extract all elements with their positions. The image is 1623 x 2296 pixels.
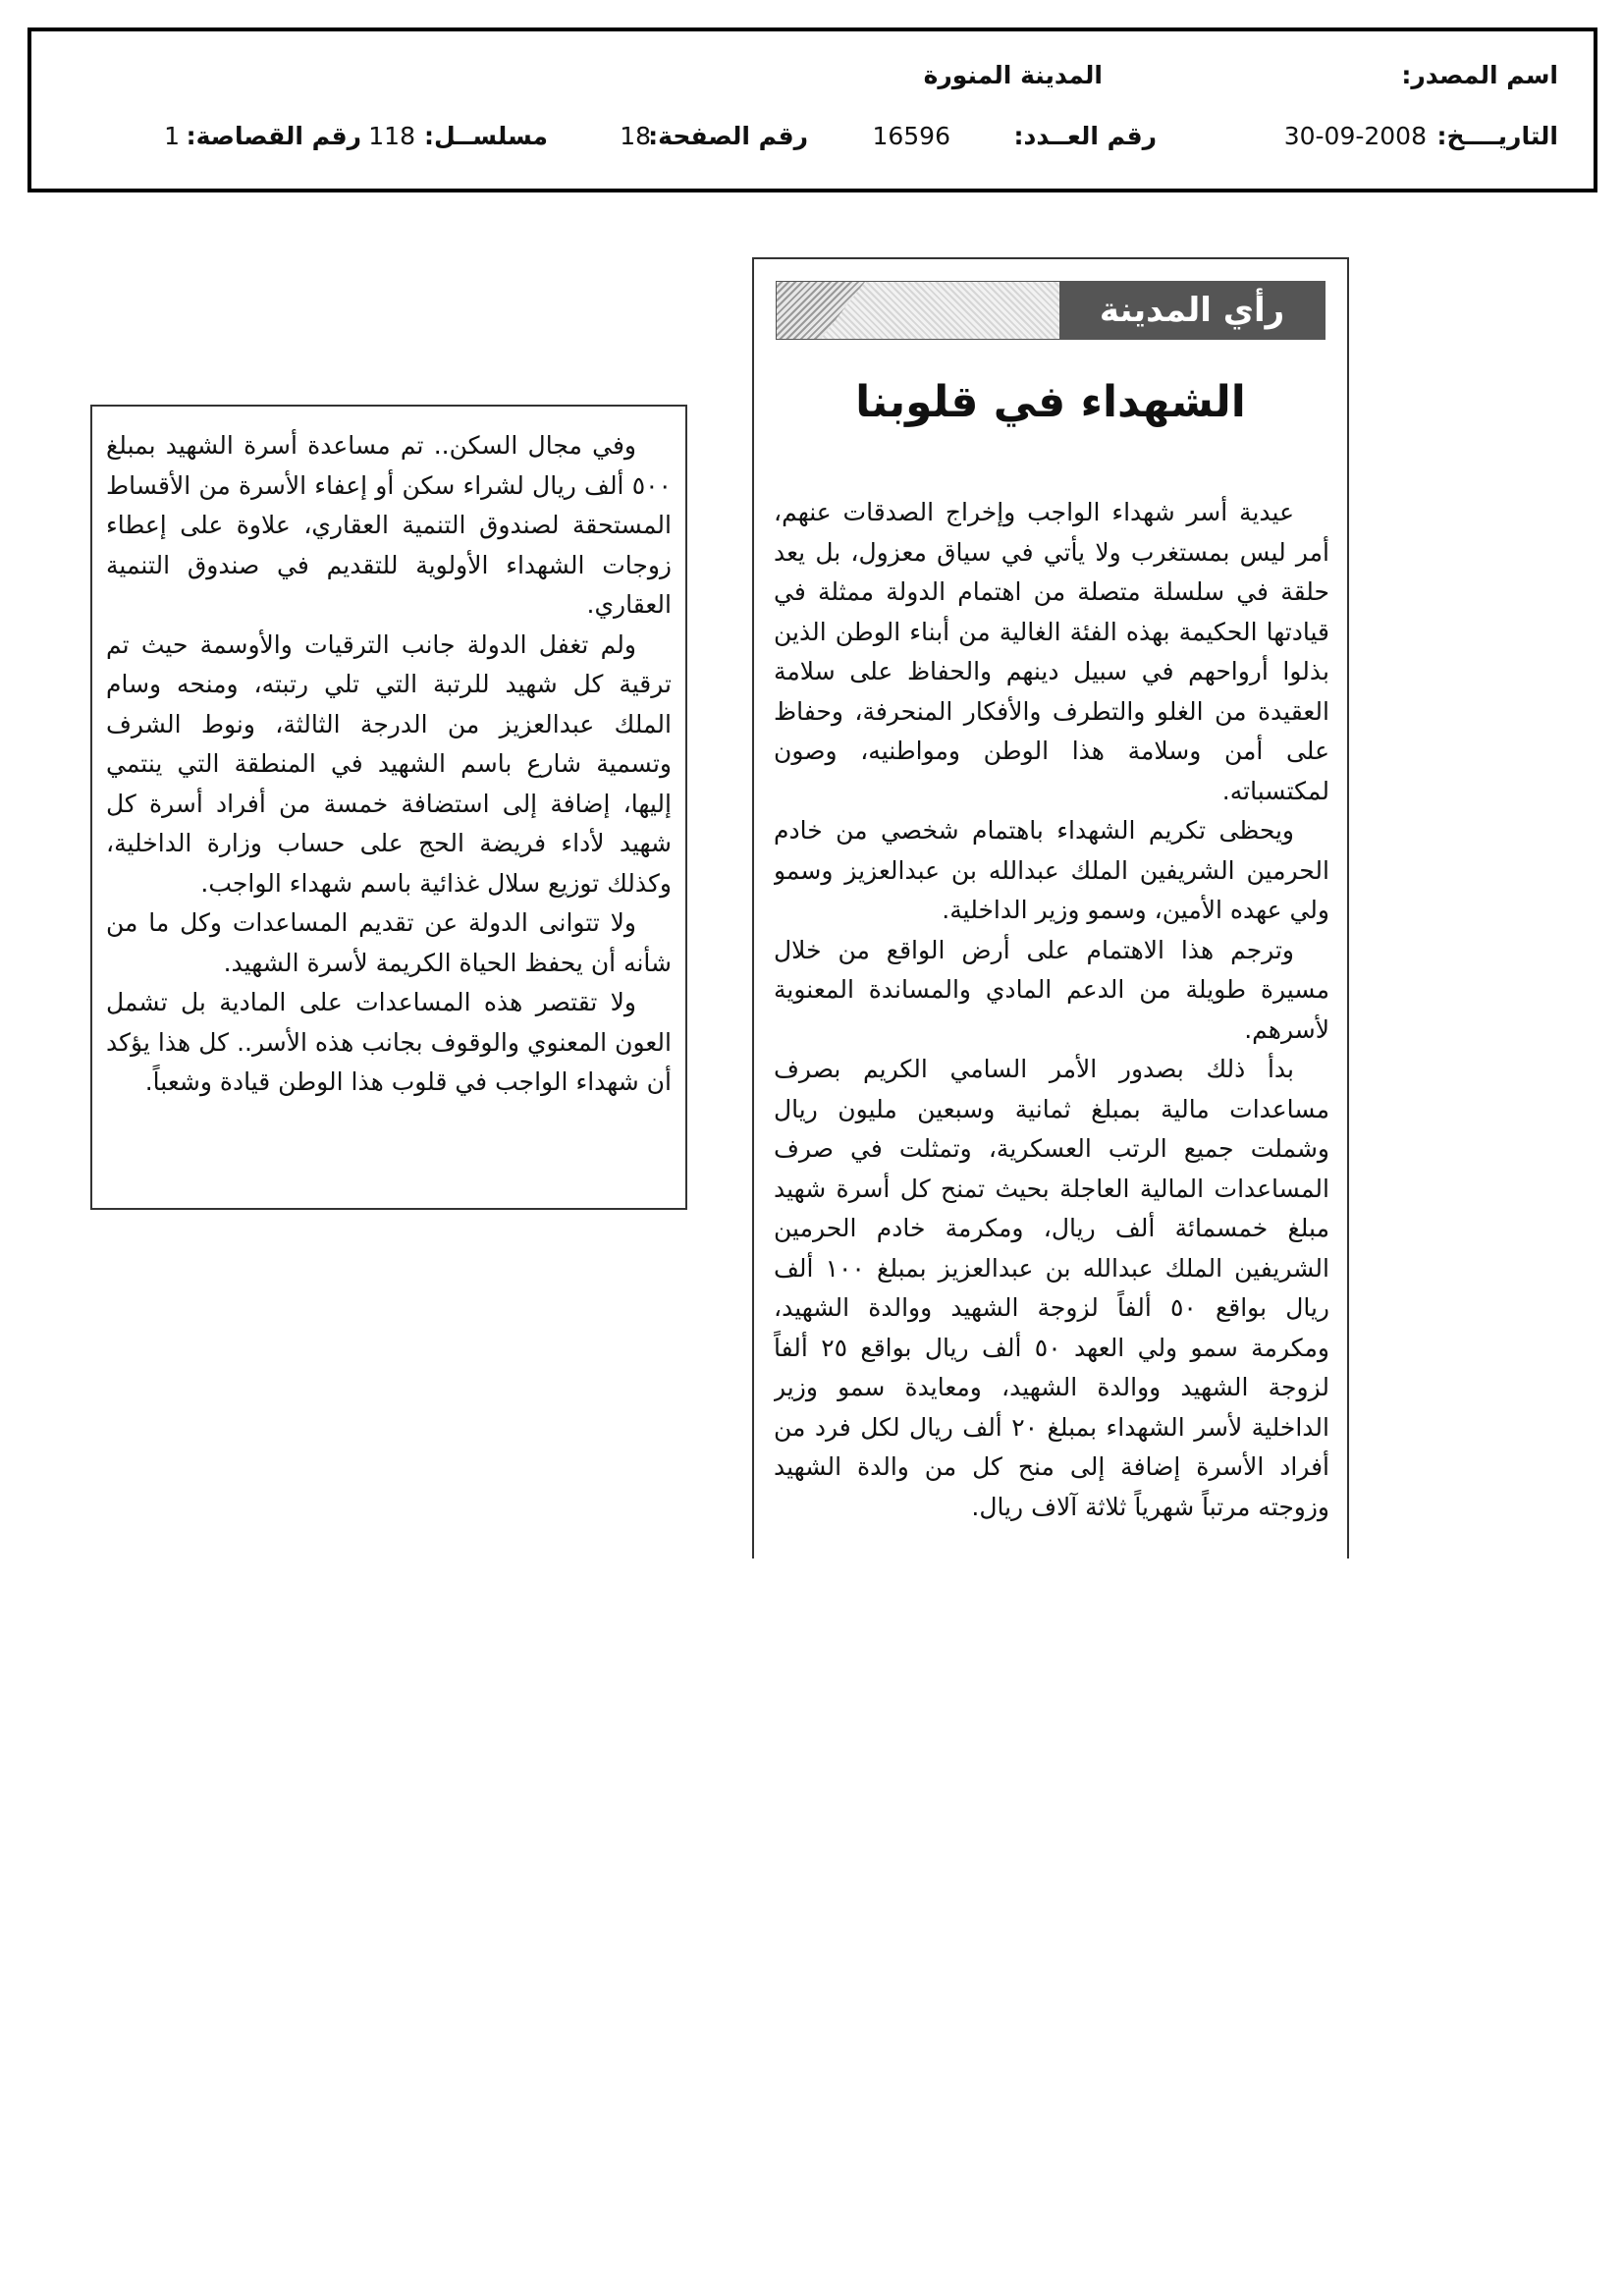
clipping-header xyxy=(27,27,1597,192)
clip-value: 1 xyxy=(164,122,180,150)
article-left-column xyxy=(90,405,687,1210)
left-column-text xyxy=(106,426,672,1202)
source-value: المدينة المنورة xyxy=(923,61,1103,89)
paragraph: وترجم هذا الاهتمام على أرض الواقع من خلال مسيرة طويلة من الدعم المادي والمساندة المعنوية لأسرهم. xyxy=(774,935,1329,1044)
page-value: 18 xyxy=(620,122,651,150)
article-title: الشهداء في قلوبنا xyxy=(855,377,1246,427)
serial-label: مسلســل: xyxy=(424,122,548,150)
issue-value: 16596 xyxy=(872,122,950,150)
article-right-column xyxy=(752,257,1349,1558)
date-label: التاريــــخ: xyxy=(1436,122,1558,150)
date-value: 30-09-2008 xyxy=(1283,122,1427,150)
section-label: رأي المدينة xyxy=(1059,282,1325,339)
paragraph: وفي مجال السكن.. تم مساعدة أسرة الشهيد بمبلغ ٥٠٠ ألف ريال لشراء سكن أو إعفاء الأسرة من الأقساط المستحقة لصندوق التنمية العقاري، علاوة على إعطاء زوجات الشهداء الأولوية للتقديم في صندوق التنمية العقاري. xyxy=(106,431,672,619)
serial-value: 118 xyxy=(368,122,415,150)
paragraph: ولم تغفل الدولة جانب الترقيات والأوسمة حيث تم ترقية كل شهيد للرتبة التي تلي رتبته، ومنحه وسام الملك عبدالعزيز من الدرجة الثالثة، ونوط الشرف وتسمية شارع باسم الشهيد في المنطقة التي ينتمي إليها، إضافة إلى استضافة خمسة من أفراد أسرة كل شهيد لأداء فريضة الحج على حساب وزارة الداخلية، وكذلك توزيع سلال غذائية باسم شهداء الواجب. xyxy=(106,629,672,898)
issue-label: رقم العــدد: xyxy=(1013,122,1157,150)
right-column-text xyxy=(774,493,1329,1554)
paragraph: ولا تتوانى الدولة عن تقديم المساعدات وكل ما من شأنه أن يحفظ الحياة الكريمة لأسرة الشهيد. xyxy=(106,908,672,977)
banner-notch xyxy=(777,282,865,339)
section-banner xyxy=(776,281,1325,340)
page-label: رقم الصفحة: xyxy=(648,122,808,150)
clip-label: رقم القصاصة: xyxy=(186,122,361,150)
paragraph: ويحظى تكريم الشهداء باهتمام شخصي من خادم الحرمين الشريفين الملك عبدالله بن عبدالعزيز وسمو ولي عهده الأمين، وسمو وزير الداخلية. xyxy=(774,816,1329,924)
source-label: اسم المصدر: xyxy=(1401,61,1558,89)
paragraph: ولا تقتصر هذه المساعدات على المادية بل تشمل العون المعنوي والوقوف بجانب هذه الأسر.. كل هذا يؤكد أن شهداء الواجب في قلوب هذا الوطن قيادة وشعباً. xyxy=(106,988,672,1096)
paragraph: عيدية أسر شهداء الواجب وإخراج الصدقات عنهم، أمر ليس بمستغرب ولا يأتي في سياق معزول، بل يعد حلقة في سلسلة متصلة من اهتمام الدولة ممثلة في قيادتها الحكيمة بهذه الفئة الغالية من أبناء الوطن الذين بذلوا أرواحهم في سبيل دينهم والحفاظ على سلامة العقيدة من الغلو والتطرف والأفكار المنحرفة، وحفاظ على أمن وسلامة هذا الوطن ومواطنيه، وصون لمكتسباته. xyxy=(774,498,1329,805)
paragraph: بدأ ذلك بصدور الأمر السامي الكريم بصرف مساعدات مالية بمبلغ ثمانية وسبعين مليون ريال وشملت جميع الرتب العسكرية، وتمثلت في صرف المساعدات المالية العاجلة بحيث تمنح كل أسرة شهيد مبلغ خمسمائة ألف ريال، ومكرمة خادم الحرمين الشريفين الملك عبدالله بن عبدالعزيز بمبلغ ١٠٠ ألف ريال بواقع ٥٠ ألفاً لزوجة الشهيد ووالدة الشهيد، ومكرمة سمو ولي العهد ٥٠ ألف ريال بواقع ٢٥ ألفاً لزوجة الشهيد ووالدة الشهيد، ومعايدة سمو وزير الداخلية لأسر الشهداء بمبلغ ٢٠ ألف ريال لكل فرد من أفراد الأسرة إضافة إلى منح كل من والدة الشهيد وزوجته مرتباً شهرياً ثلاثة آلاف ريال. xyxy=(774,1055,1329,1521)
